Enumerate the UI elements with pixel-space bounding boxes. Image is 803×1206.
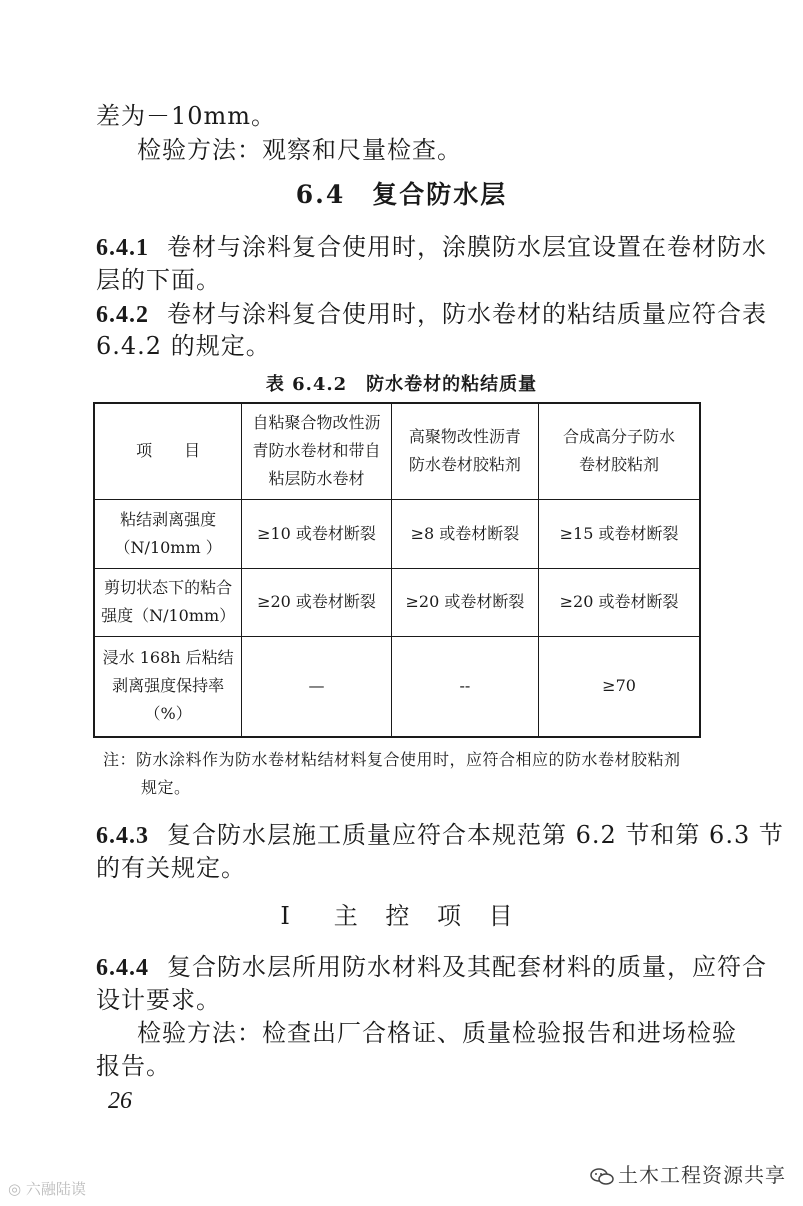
clause-number: 6.4.1 <box>96 235 149 261</box>
table-header-row <box>94 403 700 499</box>
clause-6-4-4 <box>96 947 767 982</box>
clause-6-4-4-cont: 设计要求。 <box>96 986 221 1014</box>
clause-text: 卷材与涂料复合使用时，防水卷材的粘结质量应符合表 <box>167 300 767 328</box>
table-cell: ≥20 或卷材断裂 <box>391 568 538 636</box>
clause-text: 复合防水层施工质量应符合本规范第 6.2 节和第 6.3 节 <box>167 821 784 849</box>
table-cell: ≥70 <box>539 636 700 737</box>
table-cell: ≥10 或卷材断裂 <box>242 499 391 568</box>
row-label <box>94 636 242 737</box>
camera-icon: ◎ <box>8 1180 22 1198</box>
header-col1-line: 青防水卷材和带自 <box>252 441 381 461</box>
inspection-method: 检验方法：观察和尺量检查。 <box>137 136 462 164</box>
row-label <box>94 568 242 636</box>
table-cell: -- <box>391 636 538 737</box>
header-item: 项 目 <box>94 403 242 499</box>
clause-6-4-1 <box>96 227 767 262</box>
table-cell: ≥20 或卷材断裂 <box>242 568 391 636</box>
table-note: 注：防水涂料作为防水卷材粘结材料复合使用时，应符合相应的防水卷材胶粘剂 <box>103 750 681 769</box>
header-col3-line: 合成高分子防水 <box>563 427 676 447</box>
watermark-right <box>590 1159 786 1188</box>
clause-number: 6.4.4 <box>96 955 149 981</box>
table-cell: ≥8 或卷材断裂 <box>391 499 538 568</box>
header-col1-line: 粘层防水卷材 <box>268 469 365 489</box>
clause-number: 6.4.3 <box>96 823 149 849</box>
row-label-line: 浸水 168h 后粘结 <box>102 648 234 668</box>
clause-number: 6.4.2 <box>96 302 149 328</box>
watermark-right-text: 土木工程资源共享 <box>618 1163 786 1187</box>
watermark-left-text: 六融陆谟 <box>25 1180 86 1198</box>
table-cell: — <box>242 636 391 737</box>
table-note-cont: 规定。 <box>141 778 191 797</box>
row-label <box>94 499 242 568</box>
subheading-main-items: Ⅰ 主 控 项 目 <box>280 902 523 930</box>
row-label-line: （%） <box>144 704 192 724</box>
bond-quality-table <box>93 402 701 738</box>
header-col2-line: 防水卷材胶粘剂 <box>408 455 521 475</box>
watermark-left <box>8 1178 86 1199</box>
row-label-line: 强度（N/10mm） <box>101 606 236 625</box>
row-label-line: （N/10mm ） <box>114 537 222 557</box>
clause-6-4-2 <box>96 294 767 329</box>
section-heading: 6.4 复合防水层 <box>295 180 508 209</box>
clause-text: 复合防水层所用防水材料及其配套材料的质量，应符合 <box>167 953 767 981</box>
table-row <box>94 636 700 737</box>
page-number: 26 <box>108 1088 132 1114</box>
row-label-line: 剥离强度保持率 <box>112 676 225 696</box>
clause-6-4-2-cont: 6.4.2 的规定。 <box>96 332 271 360</box>
header-col1-line: 自粘聚合物改性沥 <box>252 413 381 433</box>
inspection-method-2: 检验方法：检查出厂合格证、质量检验报告和进场检验 <box>137 1019 737 1047</box>
clause-6-4-3-cont: 的有关规定。 <box>96 854 246 882</box>
header-col3 <box>539 403 700 499</box>
header-col2-line: 高聚物改性沥青 <box>408 427 521 447</box>
wechat-icon <box>590 1168 614 1186</box>
table-row <box>94 568 700 636</box>
text-line: 差为－10mm。 <box>96 102 277 130</box>
clause-6-4-1-cont: 层的下面。 <box>96 266 221 294</box>
table-cell: ≥15 或卷材断裂 <box>539 499 700 568</box>
clause-text: 卷材与涂料复合使用时，涂膜防水层宜设置在卷材防水 <box>167 233 767 261</box>
header-col2 <box>391 403 538 499</box>
table-caption: 表 6.4.2 防水卷材的粘结质量 <box>265 374 538 395</box>
header-col3-line: 卷材胶粘剂 <box>579 455 660 475</box>
row-label-line: 剪切状态下的粘合 <box>104 578 233 597</box>
row-label-line: 粘结剥离强度 <box>120 509 217 529</box>
inspection-method-2-cont: 报告。 <box>96 1052 171 1080</box>
table-cell: ≥20 或卷材断裂 <box>539 568 700 636</box>
header-col1 <box>242 403 391 499</box>
table-row <box>94 499 700 568</box>
clause-6-4-3 <box>96 815 784 850</box>
